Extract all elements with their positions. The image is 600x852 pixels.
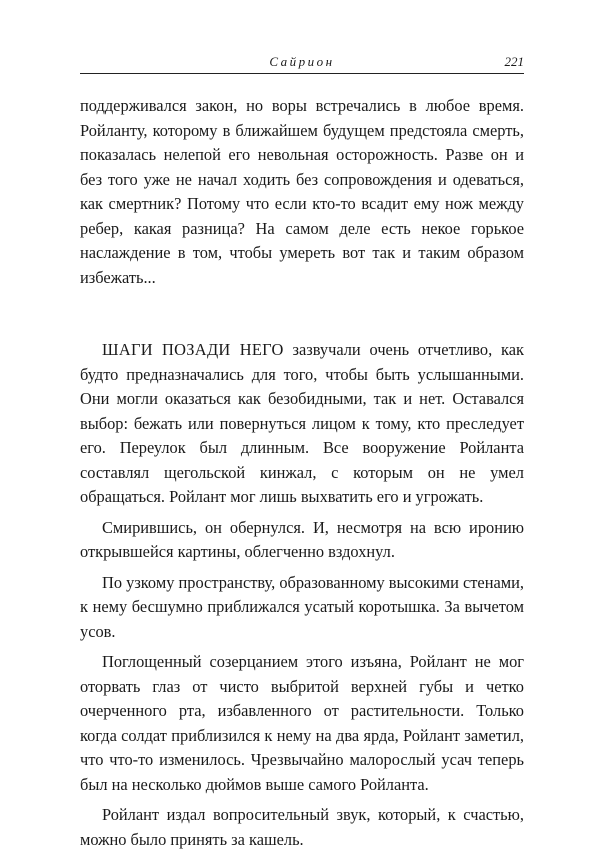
paragraph: Поглощенный созерцанием этого изъяна, Ройлант не мог оторвать глаз от чисто выбритой верхней губы и четко очерченного рта, избавленного от растительности. Только когда солдат приблизился к нему на два ярда, Ройлант заметил, что что-то изменилось. Чрезвычайно малорослый усач теперь был на несколько дюймов выше самого Ройланта. [80, 652, 524, 794]
paragraph-text: зазвучали очень отчетливо, как будто предназначались для того, чтобы быть услышанными. Они могли оказаться как безобидными, так и нет. Оставался выбор: бежать или повернуться лицом к тому, кто преследует его. Переулок был длинным. Все вооружение Ройланта составлял щегольской кинжал, с которым он не умел обращаться. Ройлант мог лишь выхватить его и угрожать. [80, 340, 524, 506]
paragraph: По узкому пространству, образованному высокими стенами, к нему бесшумно приближался усатый коротышка. За вычетом усов. [80, 572, 524, 641]
lead-in-caps: ШАГИ ПОЗАДИ НЕГО [102, 340, 284, 359]
paragraph-continuation: поддерживался закон, но воры встречались в любое время. Ройланту, которому в ближайшем будущем предстояла смерть, показалась нелепой его невольная осторожность. Разве он и без того уже не начал ходить без сопровождения и одеваться, как смертник? Потому что если кто-то всадит ему нож между ребер, какая разница? На самом деле есть некое горькое наслаждение в том, чтобы умереть вот так и таким образом избежать... [80, 96, 524, 287]
paragraph: Ройлант издал вопросительный звук, который, к счастью, можно было принять за кашель. [80, 805, 524, 849]
header-rule [80, 73, 524, 74]
section-break [80, 290, 524, 338]
paragraph-section-opening [80, 338, 524, 510]
page-number: 221 [504, 54, 524, 69]
paragraph: Смирившись, он обернулся. И, несмотря на всю иронию открывшейся картины, облегченно вздохнул. [80, 517, 524, 561]
running-title: Сайрион [269, 54, 335, 69]
page-body [80, 94, 524, 852]
